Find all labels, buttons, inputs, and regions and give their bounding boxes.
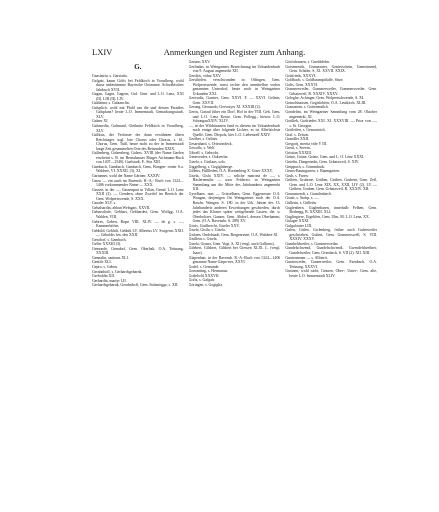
register-entry: Gebres, Geben, Bapst VIII. XLIV. — de g. s. —, Kammerhöfen. xyxy=(92,219,184,229)
register-entry: Gartanner, wohl der Name Gärtner, XXXIV. xyxy=(92,174,161,179)
register-entry: Galdanna, s. Galaanclin. xyxy=(92,101,130,106)
register-entry: Gertis, Garaul (über ein Dorf, Hof in der VIII. Geb. Gem. und L.O. Lenz Kreuz. Gem. Pollegg., hierzu: L.O. SchongauXXIV. XLIV. xyxy=(188,110,281,124)
running-title: Anmerkungen und Register zum Anhang. xyxy=(163,47,306,57)
register-entry: Giggelberg, s. Gogiglaberge. xyxy=(188,164,234,169)
page-header xyxy=(92,47,377,59)
register-entry: Gologhe, Achinger, Gem. Wolpertschwende, S. XI. xyxy=(285,96,365,101)
register-entry: Gommerweiler, Gommerweiler, Gommersweiler, Gem. Grbatzweil, R. XXXIV. XXXV. xyxy=(285,87,378,96)
register-entry: Graf, s. Zeison. xyxy=(285,132,310,137)
register-entry: Gilebert, Gilsbert, Gilsbert bei Giessen XLIX. L. (vergl. Isaac). xyxy=(188,246,281,255)
register-entry: Galsmedia, Galmund, Gleibnitz Feldkirch in Vorarlberg, XLV. xyxy=(92,124,184,133)
register-columns xyxy=(92,60,377,492)
register-entry: Gyselharn, nun — Grisselharn, Gem. Eggenreute O.A. Wangen, derjenigen Ort Weingartens noch der O.A. Raschr. Wangen, S. 180. in der Urk. Jahren des 13. Jahrhunderts anderen Erwerbungen geschieden, durch jedes das Kloster später weitgehende Lasten, die. u. Oberholtzer, Ganzer, Gem. Altdorf, dessen Oberhamm, Gem. (O.A. Ravensbr. S. 289) XV. xyxy=(188,191,281,224)
register-entry: Gundelschwend, Gundelschwendt, Gwendeldweilner, Gundelweiler, Gem. Grimbach, S. VII (2). XII. XIII. xyxy=(285,246,378,255)
register-entry: Gafgair, kaum Göfis bei Feldkirch in Vorarlberg, wohl dasse unbestimmte Bayrische Ortsname; Schwäbisches Jahrbuch XVII. xyxy=(92,78,184,92)
register-entry: Gimeverder, s. Oakverlac. xyxy=(188,155,229,160)
register-entry: Geroltis, vidua XXV. xyxy=(188,73,222,78)
register-entry: Gertaus XXV. xyxy=(188,60,211,64)
register-entry: Gisela, Gisila, s. Gisela. xyxy=(188,228,226,233)
register-entry: Gesarnhard, s. Ortzwindeck. xyxy=(188,141,233,146)
register-entry: Goeranting, s. Hermanus. xyxy=(188,269,229,274)
register-entry: Godel, s. Gemunde. xyxy=(188,264,220,269)
register-entry: Gerboldin XII. xyxy=(92,274,115,279)
register-entry: Gizela, s. Gisilaus, solo. xyxy=(188,160,226,165)
register-entry: Geziber, s. Gelinis. xyxy=(188,137,219,142)
register-entry: Gebhild, Gebhilt, Gebhilt LV. Albertus LV. Swigerus XXII. — Geboldis fen. den XXII. xyxy=(92,228,184,238)
register-entry: Gulen, Gülen, Gwlenberg, früher auch Gulenweiler geschrieben, Gulten, Gem. Gommerswell, S. VIII. XXXIV. XXXV. xyxy=(285,228,378,242)
register-entry: Gasaler XLV. s. xyxy=(92,201,117,206)
register-entry: Gaastatria, s. Garstatia. xyxy=(92,74,128,78)
register-entry: Gerahnhoff, s. Gerhardsgebarnk. xyxy=(92,269,143,274)
register-column-1 xyxy=(92,60,184,492)
register-entry: Gambach, Gambach, Gambach, Gens, Bongen- reuter S.a. Waldsee, VI. XXXII. (3), XI. xyxy=(92,164,184,174)
register-entry: Gofis, s. Gafgair. xyxy=(188,278,216,283)
register-entry: Gondelim, im Weingartner Sammlung vom 28. Oktober angemerkt, XI. xyxy=(285,110,378,119)
register-entry: Gotsenreuth, Gramezuter, Gonterschein, Gemeinsend, Gem. Schüler, S. XI. XXVII. XXIX. xyxy=(285,64,378,74)
register-entry: Guntreweiler, Gunterweiler, Gem. Esenbach, O.A. Tettnang, XXXVI. xyxy=(285,260,378,269)
register-entry: Gertrudis, Garnier, Gem. XXVI. F. — XXVI. Gelinis, Gem. XXVII. xyxy=(188,96,281,105)
register-entry: Gilletis, Fülllleden, O.A. Hornenberg X. Gizer XXXV. xyxy=(188,169,273,174)
register-entry: Gregorij, meritz vide V III. xyxy=(285,141,327,146)
register-entry: Grüben, Grubone, Grüben, Grüben, Grubem, Gem. Zell, Gem. und L.O. Lenz XIX, XX, XXII, LIV (2), LV. — Grüben, Gruben, Gem. Grbatzweil, R. XXXIV. XII. xyxy=(285,178,378,192)
register-entry: Geller XXXIII (3). xyxy=(92,242,122,247)
register-entry: Gruns-Baumgarten, s. Baumgarten. xyxy=(285,169,340,174)
register-entry: Gumbeldweiler, s. Gommerweiler. xyxy=(285,241,339,246)
register-entry: Goldbach, s. Goldbaumpitlaffe, Sitze. xyxy=(285,78,344,83)
register-entry: Gennalin, sanitaus XLI. xyxy=(92,255,129,260)
register-column-3 xyxy=(285,60,377,492)
register-entry: Glapenhatt, in der Ravensb. R.-A.-Buch von 1324—1406 genannte Name Giepo-ner, XXVI. xyxy=(188,255,281,265)
register-entry: Gibrell, s. Gebricht. xyxy=(188,150,220,155)
register-entry: Gauw — ein auch im Ravensb. R.-A.- Buch von 1324—1406 vorkommender Name — XXX. xyxy=(92,178,184,188)
register-entry: Göringen, s. Gogiglia. xyxy=(188,282,223,287)
register-entry: Gerhardin, martyr LII. xyxy=(92,278,127,283)
register-entry: —, in der Wildnisanten fand es diesem im Urkundenbuch noch einige über folgende Lichter, es ist Allerhöchste Quelle, Gem. Diepolz, hier L.O. Liebenzell XXIV. xyxy=(188,123,281,137)
register-entry: Gerhardsgebarnk, Gerahnhoff, Gem. Sulzmöggz, s. XII. xyxy=(92,283,179,288)
register-entry: Gulager XXXI. xyxy=(285,219,310,224)
register-entry: Gusinen, wohl nicht, Grünen, Ober-, Unter-, Gem. alte, heute L.O. Immenstadt XLIV. xyxy=(285,269,378,278)
register-entry: Gomolshausen, Gogtslohfen, O.A. Leutkirch, XLIII. xyxy=(285,100,367,105)
register-entry: Grunumendt, s. Gramlenbach. xyxy=(285,191,332,196)
register-entry: Gewallo, s. Wolf. xyxy=(188,146,216,151)
register-entry: Gottlieb, Gotfriedes XXI. XI. XXXVIII. — Prior von —, s. St. Georgen. xyxy=(285,119,378,128)
register-entry: Gruppach, s. Grimmbach. xyxy=(285,164,326,169)
register-entry: Gepro, s. Geben. xyxy=(92,264,118,269)
register-entry: Gallenberg, Galzenberg, Galzes, XVIII (der Name Gaelen erscheint s. B. im Bernahauser Bürger Aichmann-Buch von 1407—1540). Gaelstadt, F., Sitz XIII. xyxy=(92,151,184,165)
register-entry: Gerlindas, in Weingartner Bezeichnung im Urkundenbuch von 9. August angemerkt XII. xyxy=(188,64,281,74)
register-entry: Godelwhl XXXVII. xyxy=(188,273,220,278)
register-entry: Gottleifen, s. Gemontrich. xyxy=(285,128,326,133)
register-entry: Geisdorf, s. Gambach. xyxy=(92,237,127,242)
register-entry: Gottfrieds, XXXVI. xyxy=(285,73,317,78)
section-letter: G. xyxy=(134,63,142,71)
register-entry: Guntermaner — s. Alliterti. xyxy=(285,255,328,260)
register-entry: Galsplich, wohl mit Pfahl um die und dessen Paradies Galsplanz? heute L.O. Immenstadt, Gemarkungsstadt, XLV. xyxy=(92,105,184,119)
register-entry: Göröxhausen, s. Garsbldehn. xyxy=(285,60,330,64)
register-entry: Galner XI. xyxy=(92,119,109,124)
register-entry: Gassen, in der —, Gassenpart in Villan, Gemd. L.O. Lenz XXII (2). — Gendern, ohne Zweifel im Bereich der Gem. Wolpertswende, S. XXX. xyxy=(92,187,184,201)
register-entry: Gagan, Gagin, Gagern, Grd. Gem. und L.O. Lenz, XXI (II), LIII (II), LIV. xyxy=(92,92,184,101)
register-entry: Gülletin, s. Gülletin. xyxy=(285,200,317,205)
register-entry: Gristian XXXIII. xyxy=(285,150,312,155)
register-entry: Gerung, Gerunodo, Gervasyer XI. XXXIII (2). xyxy=(188,105,261,110)
register-entry: Grüelin, Dangerimbi, Gem. Grbatzweil, S. XIV. xyxy=(285,160,360,165)
register-entry: Greul, s. Seeein. xyxy=(285,146,311,151)
register-entry: Grub, s. Furen. xyxy=(285,173,309,178)
register-entry: Gersthöfen, verschwunden in Offingen, Gem. Wolpertswende, sonst rechte den unmittelbar vorher genannten Unterdorf, heute noch in Weingartner Urkunden XXI. xyxy=(188,78,281,96)
register-column-2 xyxy=(189,60,281,492)
register-entry: Guglingiere, Uigeltfen, Gem. Ulm, M. L.O. Lenz, XX. xyxy=(285,214,370,219)
register-entry: Gstait, s. Stalrp, s. —. xyxy=(285,196,320,201)
register-entry: Gebarsdorfe, Gebhart, Gebhardea, Gem. Wolfgg, O.A. Walden, VIII. xyxy=(92,210,184,219)
register-entry: Gallirus, der Verfasser der dann erwähnten ältern Reichstages sogl. lote Chorus oder Chorus, s. 61, Chorus, Gem. Tuiß, heute nicht zu der in Immenstadt lange Zeit gesammelten Orte des Reisenden XXIX. xyxy=(92,133,184,151)
register-entry: Gizela, Gismo, Gem. Vogt, S. XI (vergl. auch Gallinus). xyxy=(188,241,275,246)
register-entry: Gomastein, s. Gottenmtilch. xyxy=(285,105,329,110)
register-entry: Gisela, Gisla XXIV. — seliche matrona de —, s. Hasleremulin — uxor Friderici, in Weingartner Sammlung um die Mitte des Jahrhunderts angemerkt XII. xyxy=(188,173,281,192)
page-number: LXIV xyxy=(92,47,113,57)
register-entry: Gemonde, Gemdorf, Gem. Oberhalt, O.A. Tettnang, XXXIII. xyxy=(92,246,184,256)
register-entry: Golis, Gem. XXXVI. xyxy=(285,82,319,87)
register-entry: Gislaen, Ondolstadt, Gem. Bergenreute, O.A. Waldsee XI. xyxy=(188,232,279,237)
register-entry: Gentile XLI. xyxy=(92,260,112,265)
register-entry: Guglenbern, Guglenbaren, innerhalb Felben, Gem. Bodnegg, R. XXXIII. XLI. xyxy=(285,205,378,215)
register-entry: Giwis, Gisilbrecht, Giseler XXV. xyxy=(188,223,240,228)
register-entry: Gisilleus s. Gisela. xyxy=(188,237,218,242)
register-entry: Grandler XXII. xyxy=(285,137,310,142)
register-entry: Gulgulonier LIII. xyxy=(285,223,313,228)
register-entry: Gebalsardin, abhan Welngart, XXVII. xyxy=(92,205,151,210)
register-entry: Grüne, Grüne, Grüne, Gem. und L. O. Lenz XXXI. xyxy=(285,155,365,160)
